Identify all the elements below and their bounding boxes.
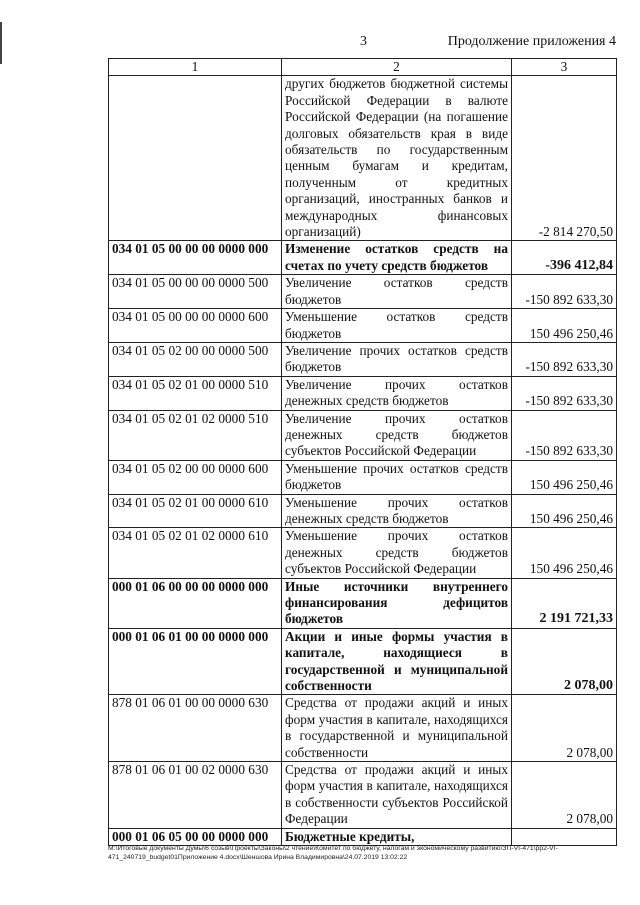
row-amount-cell: -150 892 633,30 bbox=[512, 342, 617, 376]
row-name-cell: Средства от продажи акций и иных форм участия в капитале, находящихся в собственности субъектов Российской Федерации bbox=[282, 762, 512, 829]
row-code-cell: 034 01 05 02 01 00 0000 610 bbox=[109, 494, 282, 528]
row-code-cell: 878 01 06 01 00 00 0000 630 bbox=[109, 695, 282, 762]
table-row bbox=[109, 460, 617, 494]
row-code-cell: 034 01 05 00 00 00 0000 500 bbox=[109, 275, 282, 309]
column-header-1: 1 bbox=[109, 59, 282, 76]
column-header-2: 2 bbox=[282, 59, 512, 76]
row-name-cell: Уменьшение прочих остатков средств бюджетов bbox=[282, 460, 512, 494]
document-footer bbox=[108, 844, 628, 862]
row-amount-cell: 150 496 250,46 bbox=[512, 460, 617, 494]
row-code-cell: 000 01 06 00 00 00 0000 000 bbox=[109, 578, 282, 628]
page-edge-mark bbox=[0, 22, 2, 64]
row-code-cell: 034 01 05 00 00 00 0000 000 bbox=[109, 241, 282, 275]
row-name-cell: Акции и иные формы участия в капитале, находящиеся в государственной и муниципальной собственности bbox=[282, 628, 512, 695]
continuation-title: Продолжение приложения 4 bbox=[447, 34, 616, 49]
row-amount-cell: 2 078,00 bbox=[512, 628, 617, 695]
row-code-cell: 878 01 06 01 00 02 0000 630 bbox=[109, 762, 282, 829]
footer-path-line-1: M:\Итоговые документы Думы\6 созыв\Проекты\Законы\2 чтение\Комитет по бюджету, налогам и экономическому развитию\ЗП-VI-471\pp2-VI- bbox=[108, 845, 558, 852]
page-header bbox=[108, 34, 616, 56]
table-row bbox=[109, 410, 617, 460]
row-amount-cell: 2 078,00 bbox=[512, 762, 617, 829]
row-code-cell: 000 01 06 01 00 00 0000 000 bbox=[109, 628, 282, 695]
table-row bbox=[109, 342, 617, 376]
table-row bbox=[109, 695, 617, 762]
table-row bbox=[109, 376, 617, 410]
table-header-row bbox=[109, 59, 617, 76]
row-amount-cell: 2 191 721,33 bbox=[512, 578, 617, 628]
row-code-cell: 034 01 05 02 01 02 0000 610 bbox=[109, 528, 282, 578]
row-amount-cell: -150 892 633,30 bbox=[512, 410, 617, 460]
row-code-cell: 034 01 05 02 01 02 0000 510 bbox=[109, 410, 282, 460]
table-row bbox=[109, 309, 617, 343]
row-code-cell: 034 01 05 02 01 00 0000 510 bbox=[109, 376, 282, 410]
row-amount-cell: 150 496 250,46 bbox=[512, 309, 617, 343]
table-row bbox=[109, 578, 617, 628]
row-amount-cell: -150 892 633,30 bbox=[512, 275, 617, 309]
row-amount-cell bbox=[512, 828, 617, 845]
row-code-cell: 034 01 05 02 00 00 0000 500 bbox=[109, 342, 282, 376]
table-row bbox=[109, 762, 617, 829]
row-name-cell: Уменьшение прочих остатков денежных средств бюджетов субъектов Российской Федерации bbox=[282, 528, 512, 578]
row-code-cell bbox=[109, 76, 282, 241]
row-name-cell: Бюджетные кредиты, bbox=[282, 828, 512, 845]
table-row bbox=[109, 76, 617, 241]
row-name-cell: Изменение остатков средств на счетах по учету средств бюджетов bbox=[282, 241, 512, 275]
row-name-cell: других бюджетов бюджетной системы Российской Федерации в валюте Российской Федерации (на погашение долговых обязательств края в виде обязательств по государственным ценным бумагам и кредитам, полученным от кредитных организаций, иностранных банков и международных финансовых организаций) bbox=[282, 76, 512, 241]
table-row bbox=[109, 828, 617, 845]
row-name-cell: Уменьшение остатков средств бюджетов bbox=[282, 309, 512, 343]
column-header-3: 3 bbox=[512, 59, 617, 76]
row-amount-cell: -396 412,84 bbox=[512, 241, 617, 275]
row-amount-cell: 150 496 250,46 bbox=[512, 494, 617, 528]
row-code-cell: 034 01 05 00 00 00 0000 600 bbox=[109, 309, 282, 343]
table-row bbox=[109, 241, 617, 275]
row-name-cell: Увеличение прочих остатков средств бюджетов bbox=[282, 342, 512, 376]
row-name-cell: Увеличение прочих остатков денежных средств бюджетов bbox=[282, 376, 512, 410]
row-amount-cell: 2 078,00 bbox=[512, 695, 617, 762]
row-name-cell: Увеличение прочих остатков денежных средств бюджетов субъектов Российской Федерации bbox=[282, 410, 512, 460]
table-row bbox=[109, 494, 617, 528]
table-row bbox=[109, 528, 617, 578]
row-code-cell: 000 01 06 05 00 00 0000 000 bbox=[109, 828, 282, 845]
row-amount-cell: -150 892 633,30 bbox=[512, 376, 617, 410]
row-name-cell: Уменьшение прочих остатков денежных средств бюджетов bbox=[282, 494, 512, 528]
row-amount-cell: 150 496 250,46 bbox=[512, 528, 617, 578]
table-row bbox=[109, 628, 617, 695]
row-code-cell: 034 01 05 02 00 00 0000 600 bbox=[109, 460, 282, 494]
sources-table bbox=[108, 58, 617, 846]
row-name-cell: Средства от продажи акций и иных форм участия в капитале, находящихся в государственной и муниципальной собственности bbox=[282, 695, 512, 762]
page-number: 3 bbox=[360, 34, 367, 49]
table-row bbox=[109, 275, 617, 309]
row-name-cell: Иные источники внутреннего финансирования дефицитов бюджетов bbox=[282, 578, 512, 628]
footer-path-line-2: 471_240719_budget01Приложение 4.docx\Шеншова Ирина Владимировна\24.07.2019 13:02:22 bbox=[108, 854, 408, 861]
row-amount-cell: -2 814 270,50 bbox=[512, 76, 617, 241]
row-name-cell: Увеличение остатков средств бюджетов bbox=[282, 275, 512, 309]
